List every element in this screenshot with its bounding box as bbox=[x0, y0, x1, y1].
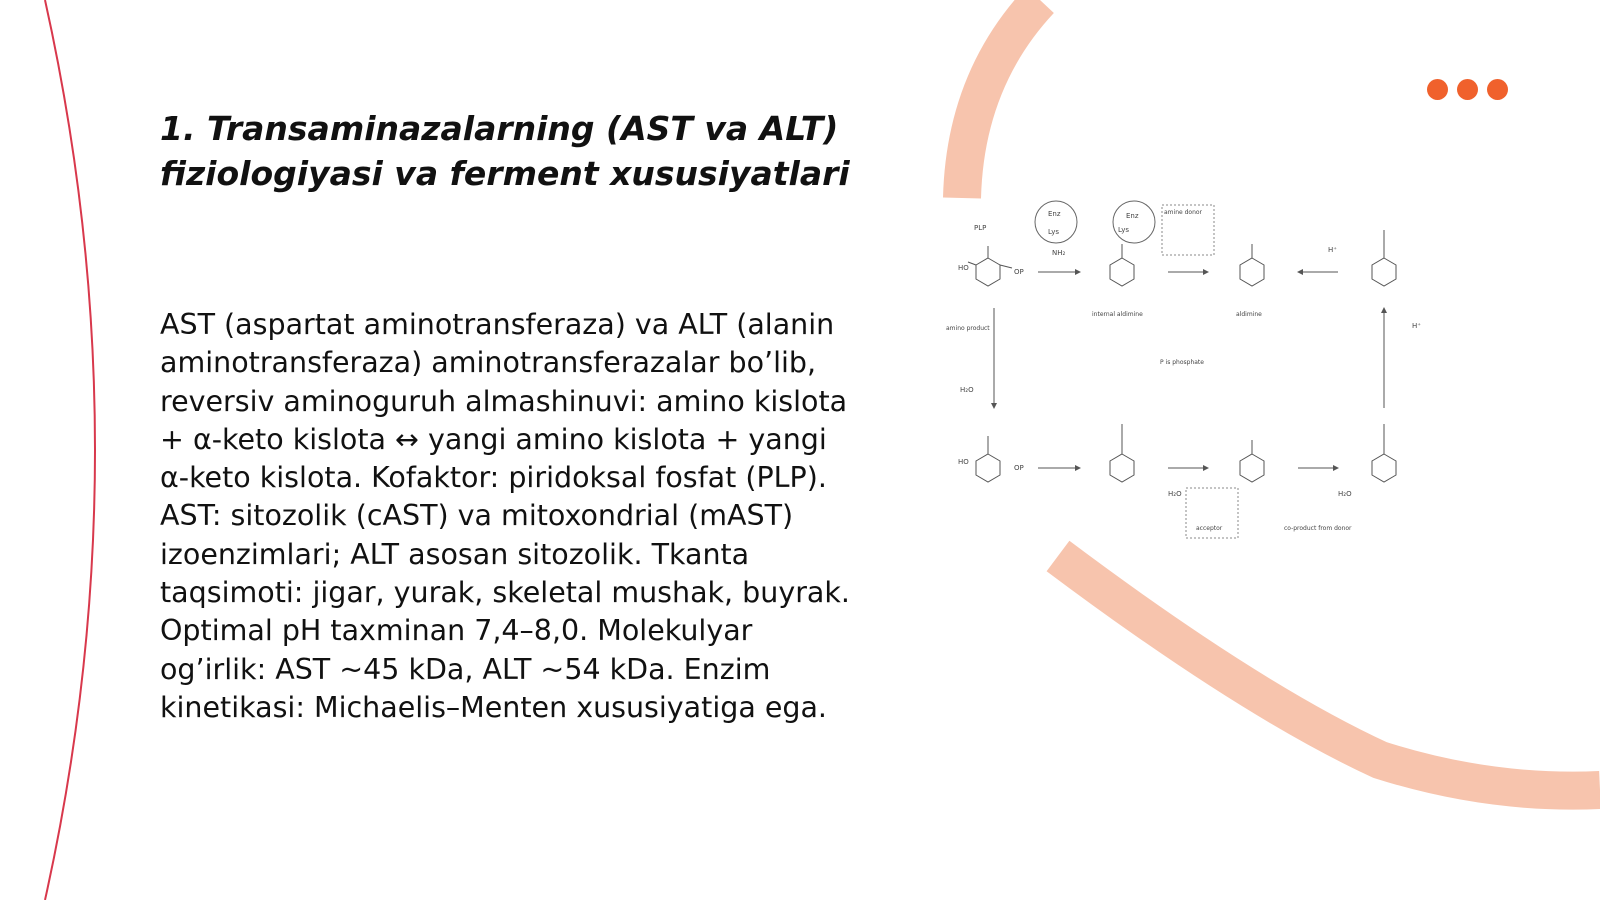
enz-label: Enz bbox=[1126, 212, 1139, 220]
aldimine-label: aldimine bbox=[1236, 311, 1262, 318]
h-plus-label: H⁺ bbox=[1412, 322, 1421, 330]
lower-arc bbox=[1058, 556, 1600, 791]
coproduct-label: co-product from donor bbox=[1284, 525, 1352, 532]
ketimine-molecule bbox=[1372, 258, 1396, 286]
dot bbox=[1427, 79, 1448, 100]
product-aldimine-molecule bbox=[976, 454, 1000, 482]
ho-label: HO bbox=[958, 458, 969, 466]
dot bbox=[1487, 79, 1508, 100]
p-is-phosphate-label: P is phosphate bbox=[1160, 359, 1204, 366]
product-ketimine-molecule bbox=[1110, 454, 1134, 482]
lys-label: Lys bbox=[1118, 226, 1130, 234]
ho-label: HO bbox=[958, 264, 969, 272]
op-label: OP bbox=[1014, 464, 1024, 472]
decorative-dots bbox=[1427, 79, 1508, 100]
plp-molecule bbox=[976, 258, 1000, 286]
op-label: OP bbox=[1014, 268, 1024, 276]
left-curve-line bbox=[45, 0, 95, 900]
slide-title: 1. Transaminazalarning (AST va ALT) fiziologiyasi va ferment xususiyatlari bbox=[160, 109, 850, 193]
h2o-label: H₂O bbox=[960, 386, 974, 394]
transamination-mechanism-diagram bbox=[946, 200, 1466, 556]
plp-label: PLP bbox=[974, 224, 987, 232]
amine-donor-label: amine donor bbox=[1164, 209, 1203, 216]
h-plus-label: H⁺ bbox=[1328, 246, 1337, 254]
dot bbox=[1457, 79, 1478, 100]
h2o-label: H₂O bbox=[1168, 490, 1182, 498]
slide-body-text: AST (aspartat aminotransferaza) va ALT (alanin aminotransferaza) aminotransferazalar bo’lib, reversiv aminoguruh almashinuvi: amino kislota + α-keto kislota ↔ yangi amino kislota + yangi α-keto kislota. Kofaktor: piridoksal fosfat (PLP). AST: sitozolik (cAST) va mitoxondrial (mAST) izoenzimlari; ALT asosan sitozolik. Tkanta taqsimoti: jigar, yurak, skeletal mushak, buyrak. Optimal pH taxminan 7,4–8,0. Molekulyar og’irlik: AST ~45 kDa, ALT ~54 kDa. Enzim kinetikasi: Michaelis–Menten xususiyatiga ega. bbox=[160, 308, 850, 724]
pmp-molecule bbox=[1240, 454, 1264, 482]
acceptor-label: acceptor bbox=[1196, 525, 1223, 532]
h2o-label: H₂O bbox=[1338, 490, 1352, 498]
donor-ketimine-molecule bbox=[1372, 454, 1396, 482]
enzyme-circle bbox=[1035, 201, 1077, 243]
internal-aldimine-label: internal aldimine bbox=[1092, 311, 1143, 318]
enz-label: Enz bbox=[1048, 210, 1061, 218]
internal-aldimine-molecule bbox=[1110, 258, 1134, 286]
nh2-label: NH₂ bbox=[1052, 249, 1066, 257]
enzyme-circle bbox=[1113, 201, 1155, 243]
upper-arc bbox=[962, 0, 1040, 198]
lys-label: Lys bbox=[1048, 228, 1060, 236]
amino-product-label: amino product bbox=[946, 325, 990, 332]
aldimine-molecule bbox=[1240, 258, 1264, 286]
